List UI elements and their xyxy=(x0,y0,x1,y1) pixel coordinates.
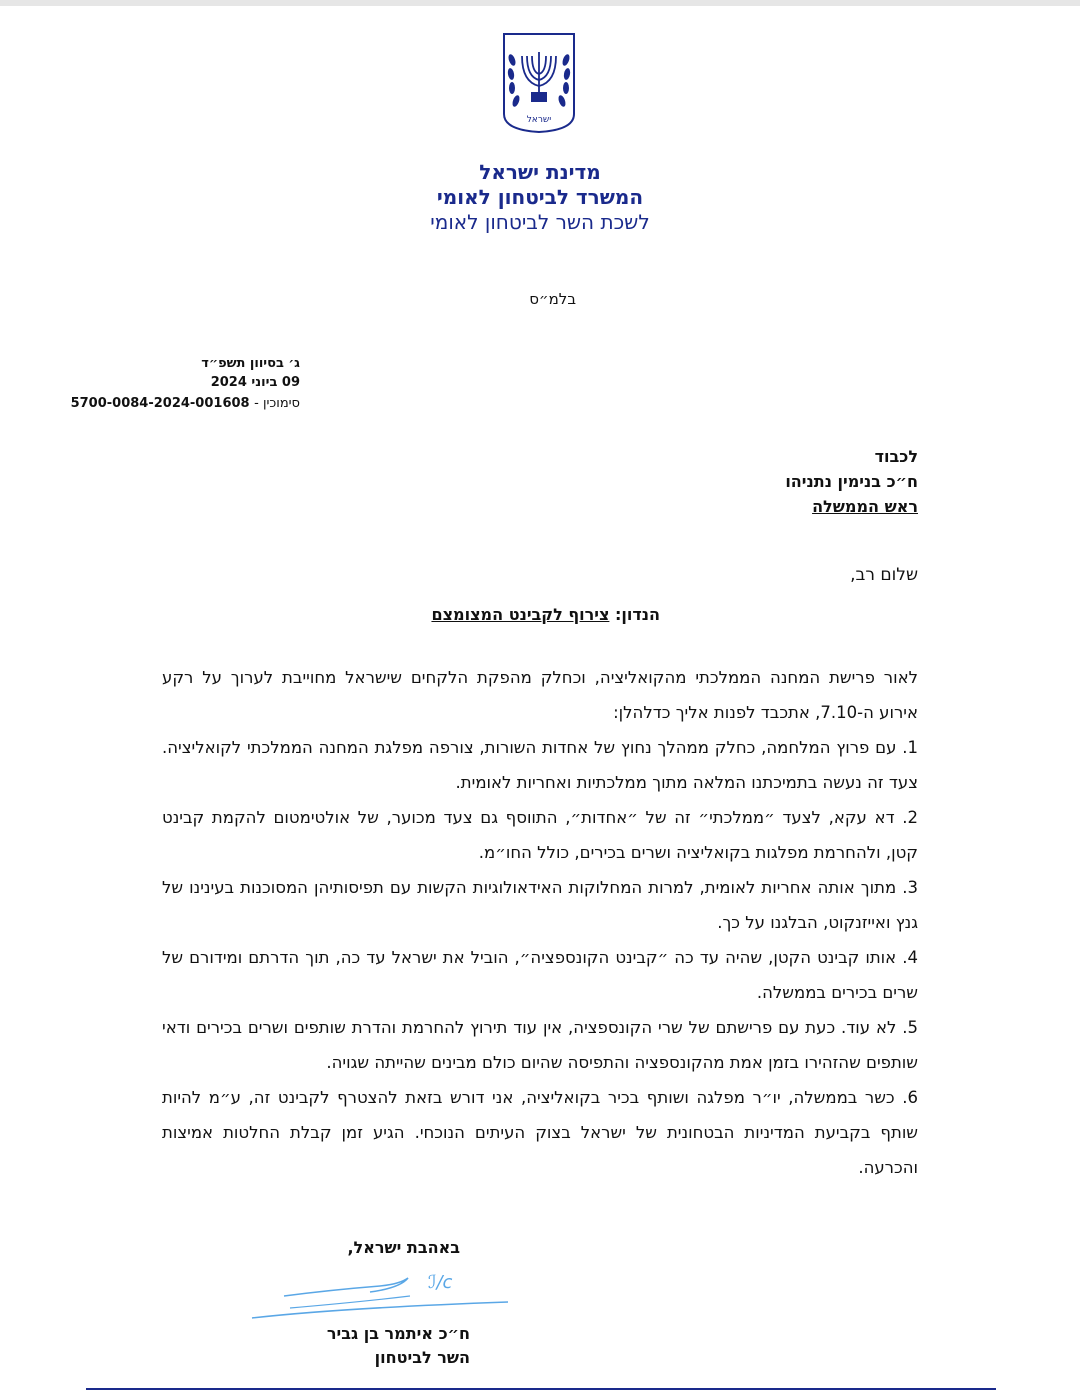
handwritten-signature xyxy=(250,1266,510,1326)
ministry-name: המשרד לביטחון לאומי xyxy=(436,185,644,209)
paragraph-intro: לאור פרישת המחנה הממלכתי מהקואליציה, וכחלק מהפקת הלקחים שישראל מחוייבת לערוך על רקע אירוע ה-7.10, אתכבד לפנות אליך כדלהלן: xyxy=(162,668,918,722)
subject-label: הנדון: xyxy=(614,605,660,624)
letter-body xyxy=(162,660,918,1185)
addressee-to: לכבוד xyxy=(874,447,918,466)
reference-number: 5700-0084-2024-001608 xyxy=(70,396,250,411)
paragraph-3: 3. מתוך אותה אחריות לאומית, למרות המחלוקות האידאולוגיות הקשות עם תפיסותיהן המסוכנות בעינינו של גנץ ואייזנקוט, הבלגנו על כך. xyxy=(162,878,918,932)
top-border xyxy=(0,0,1080,6)
greeting: שלום רב, xyxy=(850,565,918,585)
addressee-name: ח״כ בנימין נתניהו xyxy=(785,472,918,491)
signature-initials: ℐ/c xyxy=(428,1272,453,1293)
classification-mark: בלמ״ס xyxy=(529,290,576,308)
paragraph-2: 2. דא עקא, לצעד ״ממלכתי״ זה של ״אחדות״, התווסף גם צעד מכוער, של אולטימטום להקמת קבינט קטן, ולהחרמת מפלגות בקואליציה ושרים בכירים, כולל החו״מ. xyxy=(162,808,918,862)
paragraph-5: 5. לא עוד. כעת עם פרישתם של שרי הקונספציה, אין עוד תירוץ להחרמת והדרת שותפים ושרים בכירים ודאי שותפים שהזהירו בזמן אמת מהקונספציה והתפיסה שהיום כולם מבינים שהייתה שגויה. xyxy=(162,1018,918,1072)
paragraph-4: 4. אותו קבינט הקטן, שהיה עד כה ״קבינט הקונספציה״, הוביל את ישראל עד כה, תוך הדרתם ומידורם של שרים בכירים בממשלה. xyxy=(162,948,918,1002)
reference-line xyxy=(71,396,300,411)
signer-title: השר לביטחון xyxy=(374,1348,470,1367)
hebrew-date: ג׳ בסיוון תשפ״ד xyxy=(201,356,300,371)
gregorian-date: 09 ביוני 2024 xyxy=(210,375,300,390)
signer-name: ח״כ איתמר בן גביר xyxy=(326,1324,470,1343)
state-name: מדינת ישראל xyxy=(479,160,601,184)
emblem-inscription: ישראל xyxy=(526,115,552,125)
state-emblem-icon xyxy=(500,30,578,134)
footer-rule xyxy=(86,1388,996,1390)
paragraph-6: 6. כשר בממשלה, יו״ר מפלגה ושותף בכיר בקואליציה, אני דורש בזאת להצטרף לקבינט זה, ע״מ להיות שותף בקביעת המדיניות הבטחונית של ישראל בצוק העיתים הנוכחי. הגיע זמן קבלת החלטות אמיצות והכרעה. xyxy=(162,1088,918,1177)
reference-label: סימוכין - xyxy=(254,396,300,411)
subject-text: צירוף לקבינט המצומצם xyxy=(431,605,610,624)
subject-line xyxy=(431,605,660,624)
addressee-title: ראש הממשלה xyxy=(812,497,918,516)
office-name: לשכת השר לביטחון לאומי xyxy=(430,210,650,234)
closing-salutation: באהבת ישראל, xyxy=(347,1238,460,1257)
paragraph-1: 1. עם פרוץ המלחמה, כחלק ממהלך נחוץ של אחדות השורות, צורפה מפלגת המחנה הממלכתי לקואליציה. צעד זה נעשה בתמיכתנו המלאה מתוך ממלכתיות ואחריות לאומית. xyxy=(162,738,918,792)
